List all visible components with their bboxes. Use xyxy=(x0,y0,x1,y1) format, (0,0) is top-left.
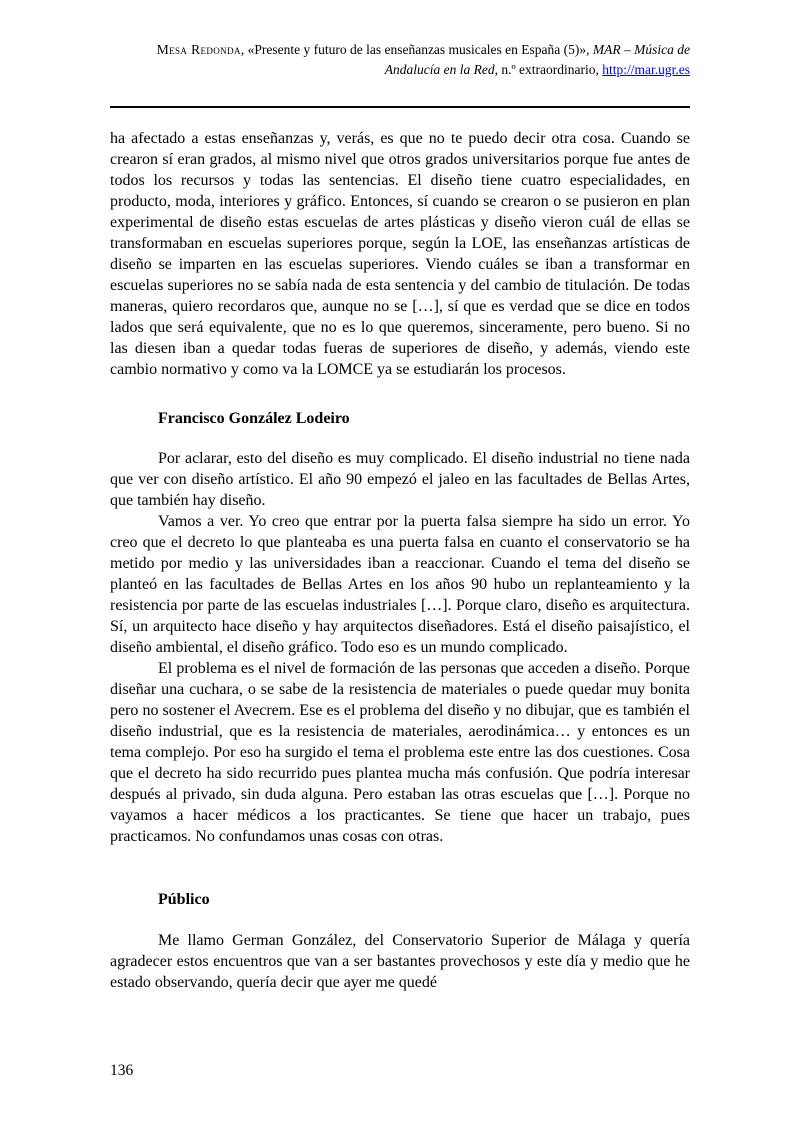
body-paragraph-3: Vamos a ver. Yo creo que entrar por la puerta falsa siempre ha sido un error. Yo creo que el decreto lo que planteaba es una puerta falsa en cuanto el conservatorio se ha metido por medio y las universidades iban a reaccionar. Cuando el tema del diseño se planteó en las facultades de Bellas Artes en los años 90 hubo un replanteamiento y la resistencia por parte de las escuelas industriales […]. Porque claro, diseño es arquitectura. Sí, un arquitecto hace diseño y hay arquitectos diseñadores. Está el diseño paisajístico, el diseño ambiental, el diseño gráfico. Todo eso es un mundo complicado. xyxy=(110,513,690,656)
article-title-segment: , «Presente y futuro de las enseñanzas musicales en España (5)», xyxy=(240,42,593,57)
journal-title-italic: MAR – Música de xyxy=(592,42,690,57)
body-text xyxy=(110,128,690,993)
running-header xyxy=(110,40,690,80)
running-header-line-2 xyxy=(110,60,690,80)
body-paragraph-4: El problema es el nivel de formación de las personas que acceden a diseño. Porque diseñar una cuchara, o se sabe de la resistencia de materiales o puede quedar muy bonita pero no sostener el Avecrem. Ese es el problema del diseño y no dibujar, que es también el diseño industrial, que es la resistencia de materiales, aerodinámica… y entonces es un tema complejo. Por eso ha surgido el tema el problema este entre las dos cuestiones. Cosa que el decreto ha sido recurrido pues plantea mucha más confusión. Que podría interesar después al privado, sin duda alguna. Pero estaban las otras escuelas que […]. Porque no vayamos a hacer médicos a los practicantes. Se tiene que hacer un trabajo, pues practicamos. No confundamos unas cosas con otras. xyxy=(110,660,690,845)
body-paragraph-2: Por aclarar, esto del diseño es muy complicado. El diseño industrial no tiene nada que ver con diseño artístico. El año 90 empezó el jaleo en las facultades de Bellas Artes, que también hay diseño. xyxy=(110,450,690,509)
body-paragraph-1: ha afectado a estas enseñanzas y, verás, es que no te puedo decir otra cosa. Cuando se crearon sí eran grados, al mismo nivel que otros grados universitarios porque fue antes de todos los recursos y todas las sentencias. El diseño tiene cuatro especialidades, en producto, moda, interiores y gráfico. Entonces, sí cuando se crearon o se pusieron en plan experimental de diseño estas escuelas de artes plásticas y diseño vieron cuál de ellas se transformaban en escuelas superiores porque, según la LOE, las enseñanzas artísticas de diseño se imparten en las escuelas superiores. Viendo cuáles se iban a transformar en escuelas superiores no se sabía nada de esta sentencia y del cambio de titulación. De todas maneras, quiero recordaros que, aunque no se […], sí que es verdad que se dice en todos lados que será equivalente, que no es lo que queremos, sinceramente, pero bueno. Si no las diesen iban a quedar todas fueras de superiores de diseño, y además, viendo este cambio normativo y como va la LOMCE ya se estudiarán los procesos. xyxy=(110,130,690,378)
journal-title-italic-continued: Andalucía en la Red xyxy=(384,62,495,77)
page-number: 136 xyxy=(110,1062,134,1079)
running-header-line-1 xyxy=(110,40,690,60)
body-paragraph-5: Me llamo German González, del Conservatorio Superior de Málaga y quería agradecer estos encuentros que van a ser bastantes provechosos y este día y medio que he estado observando, quería decir que ayer me quedé xyxy=(110,932,690,991)
journal-url-link[interactable]: http://mar.ugr.es xyxy=(602,62,690,77)
series-title-smallcaps: Mesa Redonda xyxy=(156,42,241,57)
speaker-heading-francisco-gonzalez-lodeiro: Francisco González Lodeiro xyxy=(158,410,350,427)
section-heading-publico: Público xyxy=(158,891,210,908)
page-content-column xyxy=(110,0,690,993)
header-divider-rule xyxy=(110,106,690,108)
issue-segment: , n.º extraordinario, xyxy=(494,62,603,77)
